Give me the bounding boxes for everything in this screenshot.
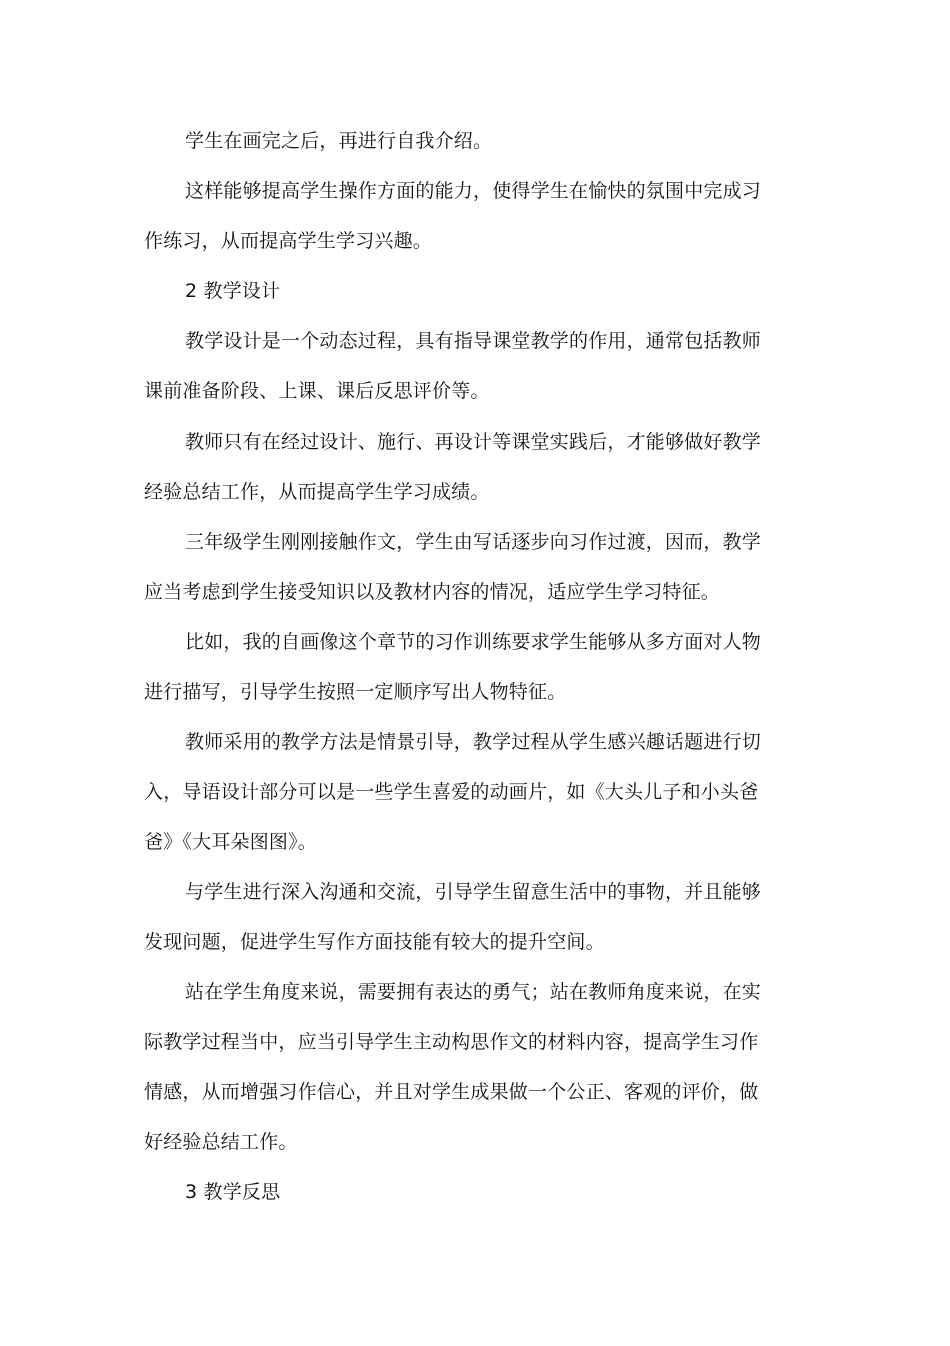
paragraph-line: 作练习，从而提高学生学习兴趣。	[144, 230, 433, 252]
paragraph-line: 爸》《大耳朵图图》。	[144, 831, 318, 853]
section-heading: 3 教学反思	[185, 1181, 281, 1203]
paragraph-line: 好经验总结工作。	[144, 1131, 298, 1153]
paragraph-line: 教师采用的教学方法是情景引导，教学过程从学生感兴趣话题进行切	[185, 731, 762, 753]
paragraph-line: 站在学生角度来说，需要拥有表达的勇气；站在教师角度来说，在实	[185, 981, 762, 1003]
paragraph-line: 课前准备阶段、上课、课后反思评价等。	[144, 380, 490, 402]
paragraph-line: 经验总结工作，从而提高学生学习成绩。	[144, 481, 490, 503]
paragraph-line: 应当考虑到学生接受知识以及教材内容的情况，适应学生学习特征。	[144, 581, 721, 603]
paragraph-line: 这样能够提高学生操作方面的能力，使得学生在愉快的氛围中完成习	[185, 180, 762, 202]
paragraph-line: 三年级学生刚刚接触作文，学生由写话逐步向习作过渡，因而，教学	[185, 531, 762, 553]
paragraph-line: 情感，从而增强习作信心，并且对学生成果做一个公正、客观的评价，做	[144, 1081, 759, 1103]
paragraph-line: 际教学过程当中，应当引导学生主动构思作文的材料内容，提高学生习作	[144, 1031, 759, 1053]
paragraph-line: 进行描写，引导学生按照一定顺序写出人物特征。	[144, 681, 567, 703]
section-heading: 2 教学设计	[185, 280, 281, 302]
paragraph-line: 教学设计是一个动态过程，具有指导课堂教学的作用，通常包括教师	[185, 330, 762, 352]
paragraph-line: 入，导语设计部分可以是一些学生喜爱的动画片，如《大头儿子和小头爸	[144, 781, 759, 803]
paragraph-line: 教师只有在经过设计、施行、再设计等课堂实践后，才能够做好教学	[185, 431, 762, 453]
paragraph-line: 比如，我的自画像这个章节的习作训练要求学生能够从多方面对人物	[185, 631, 762, 653]
paragraph-line: 与学生进行深入沟通和交流，引导学生留意生活中的事物，并且能够	[185, 881, 762, 903]
paragraph-line: 发现问题，促进学生写作方面技能有较大的提升空间。	[144, 931, 605, 953]
paragraph-line: 学生在画完之后，再进行自我介绍。	[185, 130, 493, 152]
